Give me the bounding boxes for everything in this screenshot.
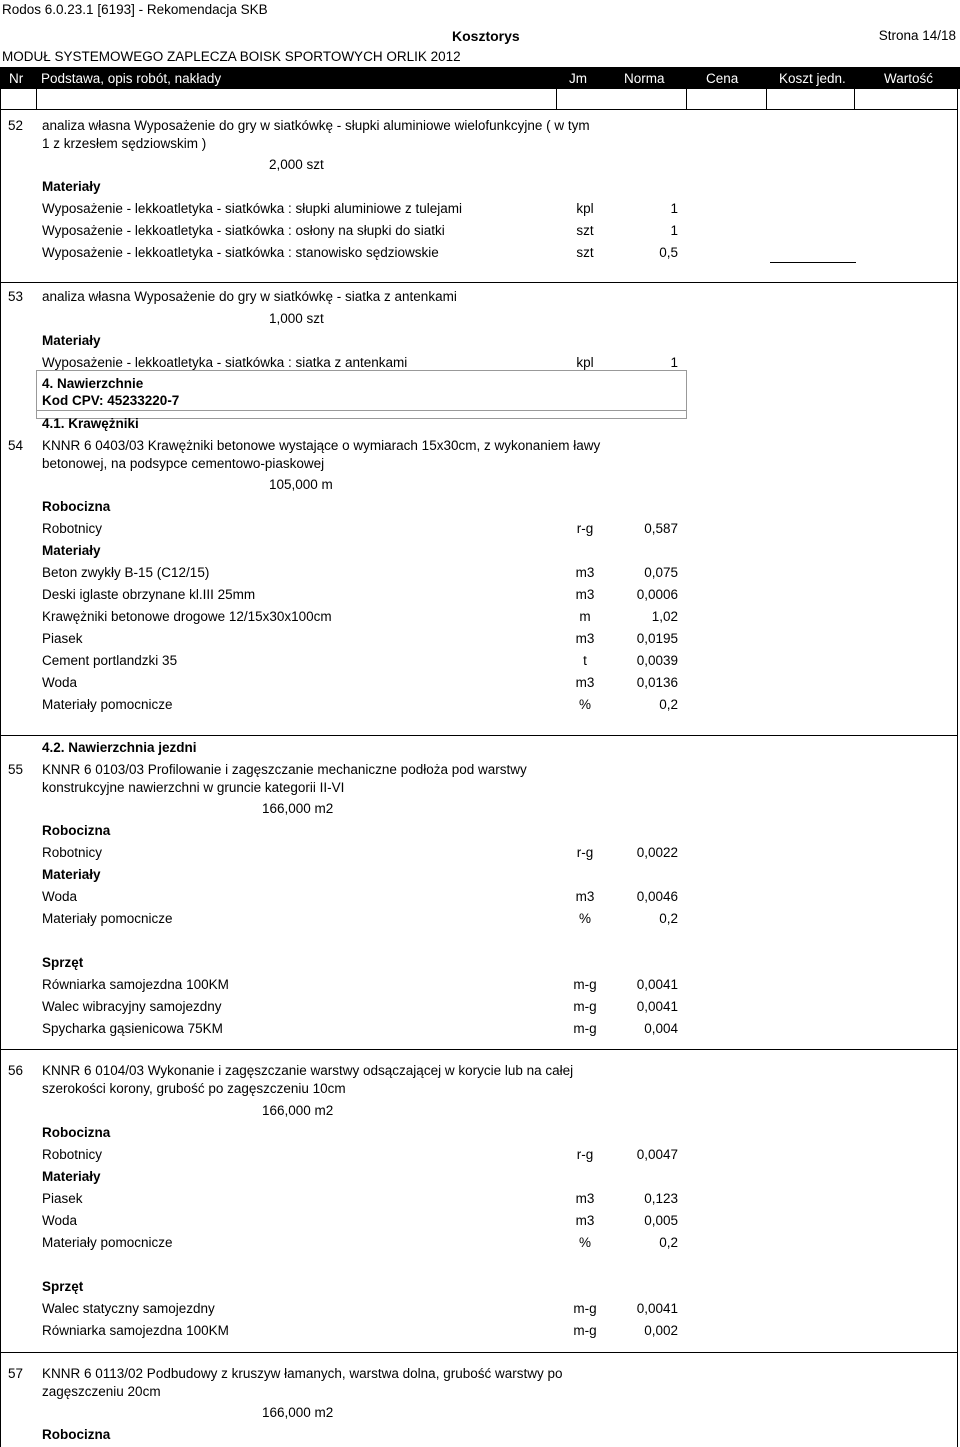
- group-labour: Robocizna: [42, 823, 111, 838]
- resource-name: Piasek: [42, 1191, 83, 1206]
- resource-name: Piasek: [42, 631, 83, 646]
- resource-unit: t: [583, 653, 587, 668]
- resource-name: Robotnicy: [42, 1147, 103, 1162]
- software-name: Rodos 6.0.23.1 [6193] - Rekomendacja SKB: [2, 2, 268, 17]
- resource-norm: 0,0195: [636, 631, 678, 646]
- subsection-title: 4.2. Nawierzchnia jezdni: [42, 740, 197, 755]
- group-materials: Materiały: [42, 867, 101, 882]
- resource-name: Walec statyczny samojezdny: [42, 1301, 215, 1316]
- item-description: konstrukcyjne nawierzchni w gruncie kategorii II-VI: [42, 780, 345, 795]
- resource-norm: 0,004: [644, 1021, 678, 1036]
- resource-norm: 0,0041: [636, 977, 678, 992]
- resource-norm: 0,0039: [636, 653, 678, 668]
- section-cpv: Kod CPV: 45233220-7: [42, 393, 180, 408]
- group-materials: Materiały: [42, 333, 101, 348]
- resource-unit: m3: [575, 587, 595, 602]
- resource-unit: m3: [575, 565, 595, 580]
- border-left: [0, 89, 1, 1447]
- group-labour: Robocizna: [42, 499, 111, 514]
- group-labour: Robocizna: [42, 1427, 111, 1442]
- border-right: [957, 89, 958, 1447]
- col-nr: Nr: [9, 71, 24, 86]
- item-description: analiza własna Wyposażenie do gry w siatkówkę - słupki aluminiowe wielofunkcyjne ( w tym: [42, 118, 590, 133]
- resource-name: Wyposażenie - lekkoatletyka - siatkówka : siatka z antenkami: [42, 355, 408, 370]
- resource-unit: m-g: [573, 999, 597, 1014]
- resource-name: Woda: [42, 1213, 78, 1228]
- item-description: KNNR 6 0104/03 Wykonanie i zagęszczanie warstwy odsączającej w korycie lub na całej: [42, 1063, 574, 1078]
- resource-unit: kpl: [576, 201, 594, 216]
- group-equipment: Sprzęt: [42, 955, 84, 970]
- item-description: analiza własna Wyposażenie do gry w siatkówkę - siatka z antenkami: [42, 289, 457, 304]
- resource-name: Krawężniki betonowe drogowe 12/15x30x100cm: [42, 609, 332, 624]
- resource-norm: 0,587: [644, 521, 678, 536]
- item-number: 53: [8, 289, 24, 304]
- resource-norm: 0,5: [659, 245, 678, 260]
- item-number: 56: [8, 1063, 24, 1078]
- item-description: 1 z krzesłem sędziowskim ): [42, 136, 207, 151]
- col-value: Wartość: [884, 71, 934, 86]
- resource-norm: 1: [670, 355, 678, 370]
- resource-name: Deski iglaste obrzynane kl.III 25mm: [42, 587, 256, 602]
- item-description: KNNR 6 0103/03 Profilowanie i zagęszczanie mechaniczne podłoża pod warstwy: [42, 762, 527, 777]
- resource-name: Materiały pomocnicze: [42, 697, 173, 712]
- resource-norm: 0,0041: [636, 999, 678, 1014]
- resource-norm: 0,002: [644, 1323, 678, 1338]
- resource-norm: 0,2: [659, 1235, 678, 1250]
- resource-norm: 0,0046: [636, 889, 678, 904]
- item-description: KNNR 6 0113/02 Podbudowy z kruszyw łamanych, warstwa dolna, grubość warstwy po: [42, 1366, 563, 1381]
- resource-unit: m3: [575, 1191, 595, 1206]
- resource-unit: r-g: [576, 521, 594, 536]
- divider: [36, 370, 687, 371]
- resource-norm: 0,2: [659, 697, 678, 712]
- resource-name: Beton zwykły B-15 (C12/15): [42, 565, 210, 580]
- divider: [766, 89, 767, 109]
- divider: [770, 262, 856, 263]
- resource-norm: 0,075: [644, 565, 678, 580]
- resource-unit: m-g: [573, 1021, 597, 1036]
- resource-name: Walec wibracyjny samojezdny: [42, 999, 222, 1014]
- item-description: betonowej, na podsypce cementowo-piaskowej: [42, 456, 325, 471]
- resource-name: Wyposażenie - lekkoatletyka - siatkówka : słupki aluminiowe z tulejami: [42, 201, 463, 216]
- divider: [0, 282, 958, 283]
- resource-unit: r-g: [576, 1147, 594, 1162]
- resource-unit: m3: [575, 675, 595, 690]
- resource-unit: m3: [575, 1213, 595, 1228]
- table-header: [0, 67, 960, 89]
- group-equipment: Sprzęt: [42, 1279, 84, 1294]
- resource-unit: m-g: [573, 1301, 597, 1316]
- item-description: zagęszczeniu 20cm: [42, 1384, 161, 1399]
- divider: [36, 89, 37, 109]
- divider: [0, 1049, 958, 1050]
- resource-unit: szt: [576, 223, 594, 238]
- group-materials: Materiały: [42, 1169, 101, 1184]
- resource-name: Woda: [42, 675, 78, 690]
- resource-norm: 1,02: [651, 609, 678, 624]
- resource-name: Równiarka samojezdna 100KM: [42, 1323, 229, 1338]
- group-labour: Robocizna: [42, 1125, 111, 1140]
- divider: [686, 89, 687, 109]
- resource-norm: 0,2: [659, 911, 678, 926]
- item-quantity: 105,000 m: [269, 477, 333, 492]
- divider: [556, 89, 557, 109]
- resource-unit: m-g: [573, 1323, 597, 1338]
- resource-norm: 0,0041: [636, 1301, 678, 1316]
- divider: [0, 735, 958, 736]
- resource-name: Wyposażenie - lekkoatletyka - siatkówka : stanowisko sędziowskie: [42, 245, 439, 260]
- resource-unit: m: [579, 609, 591, 624]
- resource-name: Woda: [42, 889, 78, 904]
- resource-unit: m-g: [573, 977, 597, 992]
- resource-name: Materiały pomocnicze: [42, 1235, 173, 1250]
- resource-name: Wyposażenie - lekkoatletyka - siatkówka : osłony na słupki do siatki: [42, 223, 445, 238]
- item-quantity: 2,000 szt: [269, 157, 324, 172]
- divider: [854, 89, 855, 109]
- resource-name: Cement portlandzki 35: [42, 653, 178, 668]
- item-number: 55: [8, 762, 24, 777]
- col-unit: Jm: [569, 71, 587, 86]
- item-quantity: 166,000 m2: [262, 801, 334, 816]
- resource-norm: 0,0136: [636, 675, 678, 690]
- item-number: 57: [8, 1366, 24, 1381]
- col-norm: Norma: [624, 71, 665, 86]
- col-basis: Podstawa, opis robót, nakłady: [41, 71, 222, 86]
- resource-norm: 0,0006: [636, 587, 678, 602]
- item-number: 54: [8, 438, 24, 453]
- module-name: MODUŁ SYSTEMOWEGO ZAPLECZA BOISK SPORTOWYCH ORLIK 2012: [2, 49, 461, 64]
- resource-name: Równiarka samojezdna 100KM: [42, 977, 229, 992]
- resource-norm: 0,0022: [636, 845, 678, 860]
- col-unit-cost: Koszt jedn.: [779, 71, 846, 86]
- resource-norm: 0,0047: [636, 1147, 678, 1162]
- item-quantity: 166,000 m2: [262, 1103, 334, 1118]
- col-price: Cena: [706, 71, 739, 86]
- page-number: Strona 14/18: [878, 28, 956, 43]
- resource-unit: m3: [575, 631, 595, 646]
- resource-unit: %: [578, 697, 591, 712]
- resource-unit: szt: [576, 245, 594, 260]
- resource-name: Robotnicy: [42, 521, 103, 536]
- resource-norm: 0,123: [644, 1191, 678, 1206]
- resource-unit: %: [578, 911, 591, 926]
- item-number: 52: [8, 118, 24, 133]
- resource-unit: %: [578, 1235, 591, 1250]
- resource-norm: 1: [670, 223, 678, 238]
- resource-name: Materiały pomocnicze: [42, 911, 173, 926]
- resource-unit: kpl: [576, 355, 594, 370]
- resource-norm: 0,005: [644, 1213, 678, 1228]
- divider: [36, 410, 687, 411]
- resource-name: Spycharka gąsienicowa 75KM: [42, 1021, 223, 1036]
- group-materials: Materiały: [42, 543, 101, 558]
- resource-unit: m3: [575, 889, 595, 904]
- section-title: 4. Nawierzchnie: [42, 376, 144, 391]
- divider: [0, 109, 958, 110]
- item-quantity: 1,000 szt: [269, 311, 324, 326]
- item-description: szerokości korony, grubość po zagęszczeniu 10cm: [42, 1081, 346, 1096]
- item-description: KNNR 6 0403/03 Krawężniki betonowe wystające o wymiarach 15x30cm, z wykonaniem ławy: [42, 438, 601, 453]
- resource-name: Robotnicy: [42, 845, 103, 860]
- group-materials: Materiały: [42, 179, 101, 194]
- resource-norm: 1: [670, 201, 678, 216]
- resource-unit: r-g: [576, 845, 594, 860]
- divider: [0, 1352, 958, 1353]
- item-quantity: 166,000 m2: [262, 1405, 334, 1420]
- subsection-title: 4.1. Krawężniki: [42, 416, 139, 431]
- document-title: Kosztorys: [452, 28, 520, 44]
